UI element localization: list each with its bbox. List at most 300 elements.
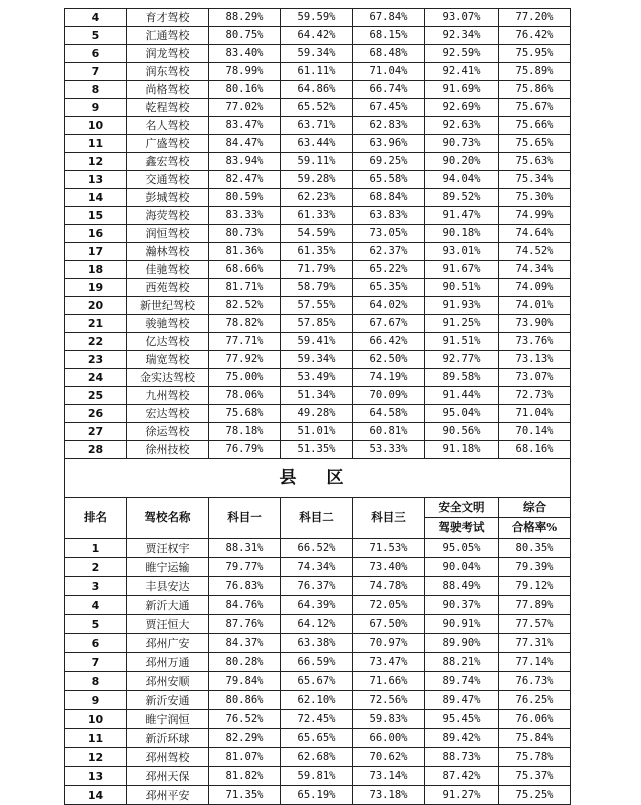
school-name-cell: 新沂大通 <box>127 596 209 615</box>
table-row <box>65 333 571 351</box>
school-name-cell: 广盛驾校 <box>127 135 209 153</box>
safety-exam-cell: 91.51% <box>425 333 499 351</box>
rank-cell: 20 <box>65 297 127 315</box>
header-safety-top: 安全文明 <box>425 498 499 518</box>
safety-exam-cell: 90.20% <box>425 153 499 171</box>
table-row <box>65 441 571 459</box>
subject-1-cell: 80.28% <box>209 653 281 672</box>
safety-exam-cell: 91.27% <box>425 786 499 805</box>
subject-2-cell: 66.52% <box>281 539 353 558</box>
safety-exam-cell: 95.45% <box>425 710 499 729</box>
overall-pass-rate-cell: 76.73% <box>499 672 571 691</box>
header-subject-1: 科目一 <box>209 498 281 539</box>
safety-exam-cell: 91.69% <box>425 81 499 99</box>
subject-1-cell: 83.40% <box>209 45 281 63</box>
county-section <box>65 459 571 539</box>
subject-2-cell: 59.34% <box>281 45 353 63</box>
table-row <box>65 261 571 279</box>
rank-cell: 21 <box>65 315 127 333</box>
subject-3-cell: 70.09% <box>353 387 425 405</box>
subject-2-cell: 61.33% <box>281 207 353 225</box>
table-row <box>65 767 571 786</box>
rank-cell: 11 <box>65 729 127 748</box>
subject-3-cell: 72.05% <box>353 596 425 615</box>
table-row <box>65 189 571 207</box>
school-name-cell: 邳州平安 <box>127 786 209 805</box>
rank-cell: 6 <box>65 634 127 653</box>
safety-exam-cell: 89.52% <box>425 189 499 207</box>
subject-2-cell: 62.23% <box>281 189 353 207</box>
overall-pass-rate-cell: 75.30% <box>499 189 571 207</box>
table-row <box>65 153 571 171</box>
table-row <box>65 615 571 634</box>
table-row <box>65 99 571 117</box>
rank-cell: 10 <box>65 710 127 729</box>
safety-exam-cell: 89.90% <box>425 634 499 653</box>
rank-cell: 27 <box>65 423 127 441</box>
safety-exam-cell: 92.41% <box>425 63 499 81</box>
subject-3-cell: 71.53% <box>353 539 425 558</box>
subject-2-cell: 49.28% <box>281 405 353 423</box>
rank-cell: 1 <box>65 539 127 558</box>
safety-exam-cell: 88.73% <box>425 748 499 767</box>
overall-pass-rate-cell: 79.12% <box>499 577 571 596</box>
overall-pass-rate-cell: 80.35% <box>499 539 571 558</box>
ranking-document <box>64 8 570 805</box>
school-name-cell: 润龙驾校 <box>127 45 209 63</box>
overall-pass-rate-cell: 77.14% <box>499 653 571 672</box>
table-row <box>65 27 571 45</box>
city-ranking-body <box>65 9 571 459</box>
subject-2-cell: 62.68% <box>281 748 353 767</box>
subject-2-cell: 61.35% <box>281 243 353 261</box>
school-name-cell: 亿达驾校 <box>127 333 209 351</box>
subject-2-cell: 76.37% <box>281 577 353 596</box>
rank-cell: 2 <box>65 558 127 577</box>
overall-pass-rate-cell: 74.01% <box>499 297 571 315</box>
table-row <box>65 596 571 615</box>
safety-exam-cell: 91.93% <box>425 297 499 315</box>
subject-1-cell: 82.52% <box>209 297 281 315</box>
school-name-cell: 汇通驾校 <box>127 27 209 45</box>
subject-2-cell: 65.52% <box>281 99 353 117</box>
subject-1-cell: 76.83% <box>209 577 281 596</box>
school-name-cell: 徐州技校 <box>127 441 209 459</box>
school-name-cell: 徐运驾校 <box>127 423 209 441</box>
subject-3-cell: 63.83% <box>353 207 425 225</box>
subject-3-cell: 68.84% <box>353 189 425 207</box>
overall-pass-rate-cell: 73.13% <box>499 351 571 369</box>
subject-1-cell: 78.18% <box>209 423 281 441</box>
school-name-cell: 育才驾校 <box>127 9 209 27</box>
subject-2-cell: 59.81% <box>281 767 353 786</box>
subject-2-cell: 51.01% <box>281 423 353 441</box>
subject-1-cell: 88.29% <box>209 9 281 27</box>
school-name-cell: 九州驾校 <box>127 387 209 405</box>
school-name-cell: 新沂环球 <box>127 729 209 748</box>
subject-1-cell: 81.71% <box>209 279 281 297</box>
subject-1-cell: 81.82% <box>209 767 281 786</box>
overall-pass-rate-cell: 75.67% <box>499 99 571 117</box>
subject-3-cell: 73.05% <box>353 225 425 243</box>
subject-2-cell: 72.45% <box>281 710 353 729</box>
safety-exam-cell: 88.21% <box>425 653 499 672</box>
subject-3-cell: 65.58% <box>353 171 425 189</box>
subject-2-cell: 53.49% <box>281 369 353 387</box>
subject-3-cell: 69.25% <box>353 153 425 171</box>
school-name-cell: 交通驾校 <box>127 171 209 189</box>
subject-1-cell: 71.35% <box>209 786 281 805</box>
section-title-row <box>65 459 571 498</box>
subject-1-cell: 77.92% <box>209 351 281 369</box>
school-name-cell: 睢宁运输 <box>127 558 209 577</box>
school-name-cell: 海荧驾校 <box>127 207 209 225</box>
rank-cell: 26 <box>65 405 127 423</box>
safety-exam-cell: 90.04% <box>425 558 499 577</box>
safety-exam-cell: 95.05% <box>425 539 499 558</box>
safety-exam-cell: 92.69% <box>425 99 499 117</box>
subject-1-cell: 84.37% <box>209 634 281 653</box>
subject-3-cell: 62.37% <box>353 243 425 261</box>
rank-cell: 8 <box>65 81 127 99</box>
overall-pass-rate-cell: 75.65% <box>499 135 571 153</box>
safety-exam-cell: 91.25% <box>425 315 499 333</box>
table-row <box>65 786 571 805</box>
rank-cell: 14 <box>65 786 127 805</box>
subject-2-cell: 64.39% <box>281 596 353 615</box>
subject-2-cell: 59.41% <box>281 333 353 351</box>
rank-cell: 9 <box>65 691 127 710</box>
school-name-cell: 贾汪权宇 <box>127 539 209 558</box>
subject-3-cell: 70.97% <box>353 634 425 653</box>
safety-exam-cell: 95.04% <box>425 405 499 423</box>
safety-exam-cell: 92.34% <box>425 27 499 45</box>
subject-2-cell: 74.34% <box>281 558 353 577</box>
subject-2-cell: 58.79% <box>281 279 353 297</box>
safety-exam-cell: 92.63% <box>425 117 499 135</box>
subject-2-cell: 61.11% <box>281 63 353 81</box>
safety-exam-cell: 91.44% <box>425 387 499 405</box>
school-name-cell: 贾汪恒大 <box>127 615 209 634</box>
rank-cell: 12 <box>65 748 127 767</box>
rank-cell: 5 <box>65 615 127 634</box>
header-subject-2: 科目二 <box>281 498 353 539</box>
table-row <box>65 423 571 441</box>
safety-exam-cell: 90.37% <box>425 596 499 615</box>
subject-1-cell: 80.73% <box>209 225 281 243</box>
school-name-cell: 丰县安达 <box>127 577 209 596</box>
subject-1-cell: 82.47% <box>209 171 281 189</box>
subject-3-cell: 74.19% <box>353 369 425 387</box>
table-row <box>65 710 571 729</box>
subject-3-cell: 65.22% <box>353 261 425 279</box>
safety-exam-cell: 90.56% <box>425 423 499 441</box>
school-name-cell: 宏达驾校 <box>127 405 209 423</box>
subject-3-cell: 70.62% <box>353 748 425 767</box>
subject-1-cell: 78.06% <box>209 387 281 405</box>
subject-2-cell: 59.11% <box>281 153 353 171</box>
overall-pass-rate-cell: 73.76% <box>499 333 571 351</box>
table-row <box>65 135 571 153</box>
table-row <box>65 351 571 369</box>
school-name-cell: 瀚林驾校 <box>127 243 209 261</box>
table-row <box>65 279 571 297</box>
overall-pass-rate-cell: 76.25% <box>499 691 571 710</box>
subject-2-cell: 65.65% <box>281 729 353 748</box>
subject-2-cell: 59.28% <box>281 171 353 189</box>
overall-pass-rate-cell: 75.66% <box>499 117 571 135</box>
header-row-top <box>65 498 571 518</box>
school-name-cell: 乾程驾校 <box>127 99 209 117</box>
subject-3-cell: 59.83% <box>353 710 425 729</box>
school-name-cell: 润东驾校 <box>127 63 209 81</box>
safety-exam-cell: 94.04% <box>425 171 499 189</box>
rank-cell: 7 <box>65 653 127 672</box>
subject-2-cell: 59.59% <box>281 9 353 27</box>
subject-3-cell: 64.02% <box>353 297 425 315</box>
table-row <box>65 225 571 243</box>
subject-3-cell: 63.96% <box>353 135 425 153</box>
subject-2-cell: 65.67% <box>281 672 353 691</box>
school-name-cell: 邳州广安 <box>127 634 209 653</box>
table-row <box>65 748 571 767</box>
overall-pass-rate-cell: 74.09% <box>499 279 571 297</box>
school-name-cell: 邳州天保 <box>127 767 209 786</box>
safety-exam-cell: 90.91% <box>425 615 499 634</box>
safety-exam-cell: 88.49% <box>425 577 499 596</box>
overall-pass-rate-cell: 75.78% <box>499 748 571 767</box>
overall-pass-rate-cell: 75.95% <box>499 45 571 63</box>
subject-1-cell: 79.77% <box>209 558 281 577</box>
rank-cell: 18 <box>65 261 127 279</box>
table-row <box>65 691 571 710</box>
safety-exam-cell: 91.47% <box>425 207 499 225</box>
subject-1-cell: 75.68% <box>209 405 281 423</box>
rank-cell: 28 <box>65 441 127 459</box>
header-rank: 排名 <box>65 498 127 539</box>
overall-pass-rate-cell: 74.52% <box>499 243 571 261</box>
header-overall-bottom: 合格率% <box>499 518 571 539</box>
overall-pass-rate-cell: 75.89% <box>499 63 571 81</box>
subject-2-cell: 66.59% <box>281 653 353 672</box>
rank-cell: 8 <box>65 672 127 691</box>
rank-cell: 14 <box>65 189 127 207</box>
rank-cell: 23 <box>65 351 127 369</box>
subject-2-cell: 63.71% <box>281 117 353 135</box>
subject-3-cell: 72.56% <box>353 691 425 710</box>
overall-pass-rate-cell: 77.20% <box>499 9 571 27</box>
subject-3-cell: 64.58% <box>353 405 425 423</box>
table-row <box>65 577 571 596</box>
subject-2-cell: 54.59% <box>281 225 353 243</box>
subject-3-cell: 66.74% <box>353 81 425 99</box>
overall-pass-rate-cell: 75.63% <box>499 153 571 171</box>
school-name-cell: 鑫宏驾校 <box>127 153 209 171</box>
safety-exam-cell: 91.67% <box>425 261 499 279</box>
rank-cell: 5 <box>65 27 127 45</box>
subject-2-cell: 65.19% <box>281 786 353 805</box>
rank-cell: 4 <box>65 596 127 615</box>
rank-cell: 13 <box>65 767 127 786</box>
overall-pass-rate-cell: 75.84% <box>499 729 571 748</box>
table-row <box>65 117 571 135</box>
overall-pass-rate-cell: 71.04% <box>499 405 571 423</box>
table-row <box>65 634 571 653</box>
county-ranking-body <box>65 539 571 805</box>
safety-exam-cell: 90.51% <box>425 279 499 297</box>
table-row <box>65 387 571 405</box>
table-row <box>65 45 571 63</box>
subject-1-cell: 81.36% <box>209 243 281 261</box>
subject-1-cell: 77.71% <box>209 333 281 351</box>
subject-3-cell: 62.83% <box>353 117 425 135</box>
rank-cell: 6 <box>65 45 127 63</box>
subject-3-cell: 67.84% <box>353 9 425 27</box>
subject-3-cell: 74.78% <box>353 577 425 596</box>
subject-1-cell: 76.52% <box>209 710 281 729</box>
subject-2-cell: 57.85% <box>281 315 353 333</box>
subject-3-cell: 62.50% <box>353 351 425 369</box>
school-name-cell: 新沂安通 <box>127 691 209 710</box>
subject-1-cell: 80.59% <box>209 189 281 207</box>
overall-pass-rate-cell: 74.64% <box>499 225 571 243</box>
rank-cell: 16 <box>65 225 127 243</box>
school-name-cell: 瑞宽驾校 <box>127 351 209 369</box>
overall-pass-rate-cell: 79.39% <box>499 558 571 577</box>
subject-3-cell: 73.47% <box>353 653 425 672</box>
subject-2-cell: 63.38% <box>281 634 353 653</box>
table-row <box>65 315 571 333</box>
subject-3-cell: 67.45% <box>353 99 425 117</box>
safety-exam-cell: 89.47% <box>425 691 499 710</box>
subject-1-cell: 83.33% <box>209 207 281 225</box>
safety-exam-cell: 93.01% <box>425 243 499 261</box>
subject-1-cell: 84.47% <box>209 135 281 153</box>
subject-1-cell: 83.94% <box>209 153 281 171</box>
subject-1-cell: 81.07% <box>209 748 281 767</box>
subject-2-cell: 51.34% <box>281 387 353 405</box>
subject-2-cell: 63.44% <box>281 135 353 153</box>
overall-pass-rate-cell: 75.34% <box>499 171 571 189</box>
subject-1-cell: 82.29% <box>209 729 281 748</box>
header-safety-bottom: 驾驶考试 <box>425 518 499 539</box>
header-overall-top: 综合 <box>499 498 571 518</box>
overall-pass-rate-cell: 75.86% <box>499 81 571 99</box>
school-name-cell: 金实达驾校 <box>127 369 209 387</box>
safety-exam-cell: 93.07% <box>425 9 499 27</box>
overall-pass-rate-cell: 77.31% <box>499 634 571 653</box>
table-row <box>65 243 571 261</box>
table-row <box>65 81 571 99</box>
rank-cell: 13 <box>65 171 127 189</box>
rank-cell: 9 <box>65 99 127 117</box>
overall-pass-rate-cell: 77.89% <box>499 596 571 615</box>
rank-cell: 25 <box>65 387 127 405</box>
subject-1-cell: 80.86% <box>209 691 281 710</box>
table-row <box>65 729 571 748</box>
section-title: 县 区 <box>65 459 571 498</box>
safety-exam-cell: 91.18% <box>425 441 499 459</box>
subject-3-cell: 65.35% <box>353 279 425 297</box>
subject-3-cell: 71.04% <box>353 63 425 81</box>
rank-cell: 12 <box>65 153 127 171</box>
subject-1-cell: 78.99% <box>209 63 281 81</box>
subject-3-cell: 73.18% <box>353 786 425 805</box>
rank-cell: 24 <box>65 369 127 387</box>
subject-3-cell: 60.81% <box>353 423 425 441</box>
rank-cell: 11 <box>65 135 127 153</box>
subject-2-cell: 59.34% <box>281 351 353 369</box>
subject-1-cell: 78.82% <box>209 315 281 333</box>
subject-1-cell: 80.16% <box>209 81 281 99</box>
subject-3-cell: 66.00% <box>353 729 425 748</box>
overall-pass-rate-cell: 74.34% <box>499 261 571 279</box>
overall-pass-rate-cell: 76.06% <box>499 710 571 729</box>
subject-3-cell: 73.40% <box>353 558 425 577</box>
subject-1-cell: 79.84% <box>209 672 281 691</box>
ranking-table <box>64 8 571 805</box>
overall-pass-rate-cell: 76.42% <box>499 27 571 45</box>
rank-cell: 10 <box>65 117 127 135</box>
subject-1-cell: 68.66% <box>209 261 281 279</box>
overall-pass-rate-cell: 77.57% <box>499 615 571 634</box>
table-row <box>65 207 571 225</box>
school-name-cell: 西苑驾校 <box>127 279 209 297</box>
header-school-name: 驾校名称 <box>127 498 209 539</box>
school-name-cell: 润恒驾校 <box>127 225 209 243</box>
school-name-cell: 新世纪驾校 <box>127 297 209 315</box>
subject-1-cell: 88.31% <box>209 539 281 558</box>
table-row <box>65 672 571 691</box>
overall-pass-rate-cell: 74.99% <box>499 207 571 225</box>
subject-1-cell: 76.79% <box>209 441 281 459</box>
subject-2-cell: 64.12% <box>281 615 353 634</box>
safety-exam-cell: 90.73% <box>425 135 499 153</box>
subject-2-cell: 64.86% <box>281 81 353 99</box>
table-row <box>65 9 571 27</box>
subject-3-cell: 66.42% <box>353 333 425 351</box>
overall-pass-rate-cell: 72.73% <box>499 387 571 405</box>
safety-exam-cell: 87.42% <box>425 767 499 786</box>
subject-2-cell: 57.55% <box>281 297 353 315</box>
subject-3-cell: 73.14% <box>353 767 425 786</box>
subject-3-cell: 68.15% <box>353 27 425 45</box>
table-row <box>65 539 571 558</box>
subject-3-cell: 71.66% <box>353 672 425 691</box>
safety-exam-cell: 92.77% <box>425 351 499 369</box>
school-name-cell: 尚格驾校 <box>127 81 209 99</box>
school-name-cell: 名人驾校 <box>127 117 209 135</box>
subject-1-cell: 87.76% <box>209 615 281 634</box>
school-name-cell: 佳驰驾校 <box>127 261 209 279</box>
school-name-cell: 邳州万通 <box>127 653 209 672</box>
subject-1-cell: 75.00% <box>209 369 281 387</box>
table-row <box>65 63 571 81</box>
overall-pass-rate-cell: 75.37% <box>499 767 571 786</box>
subject-3-cell: 68.48% <box>353 45 425 63</box>
safety-exam-cell: 89.74% <box>425 672 499 691</box>
overall-pass-rate-cell: 73.07% <box>499 369 571 387</box>
school-name-cell: 邳州安顺 <box>127 672 209 691</box>
school-name-cell: 骏驰驾校 <box>127 315 209 333</box>
rank-cell: 22 <box>65 333 127 351</box>
school-name-cell: 彭城驾校 <box>127 189 209 207</box>
rank-cell: 7 <box>65 63 127 81</box>
overall-pass-rate-cell: 75.25% <box>499 786 571 805</box>
safety-exam-cell: 89.42% <box>425 729 499 748</box>
rank-cell: 19 <box>65 279 127 297</box>
subject-3-cell: 67.67% <box>353 315 425 333</box>
